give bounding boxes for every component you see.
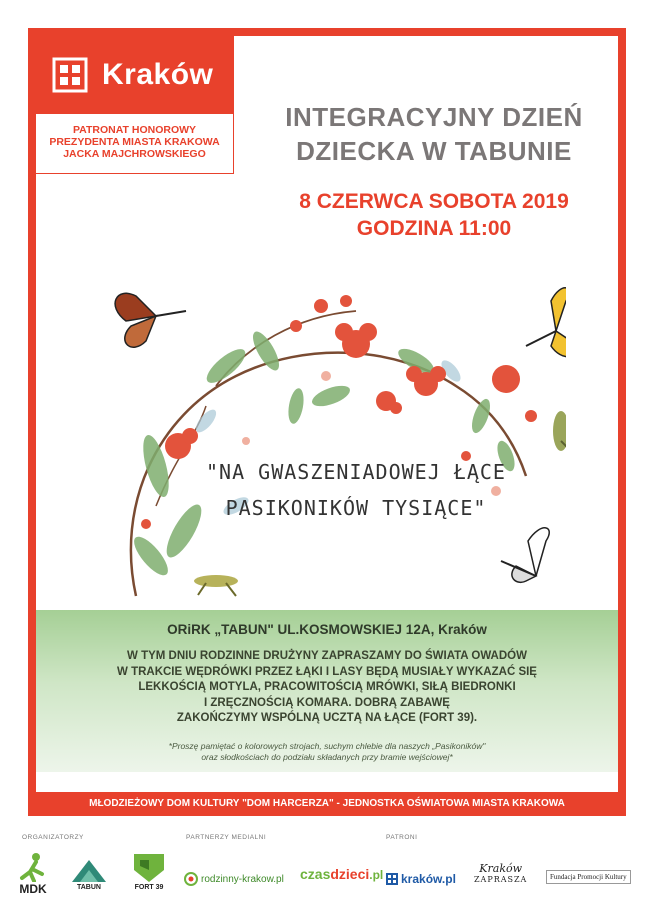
tabun-text: TABUN bbox=[77, 884, 101, 891]
zaprasza-part: Kraków bbox=[479, 862, 523, 875]
title-line: DZIECKA W TABUNIE bbox=[296, 136, 572, 166]
mdk-figure-icon bbox=[18, 852, 48, 882]
tabun-logo[interactable] bbox=[70, 858, 108, 891]
poster-frame bbox=[28, 28, 626, 816]
fort39-logo[interactable] bbox=[132, 852, 166, 891]
desc-line: I ZRĘCZNOŚCIĄ KOMARA. DOBRĄ ZABAWĘ bbox=[204, 696, 450, 709]
desc-line: ZAKOŃCZYMY WSPÓLNĄ UCZTĄ NA ŁĄCE (FORT 39). bbox=[176, 712, 478, 724]
floral-illustration bbox=[96, 256, 566, 616]
patronat-box bbox=[36, 114, 234, 174]
desc-line: W TYM DNIU RODZINNE DRUŻYNY ZAPRASZAMY DO ŚWIATA OWADÓW bbox=[127, 650, 527, 662]
label-patrons: PATRONI bbox=[386, 834, 418, 841]
info-band bbox=[36, 610, 618, 772]
patronat-line: PATRONAT HONOROWY bbox=[72, 124, 197, 136]
motto-line: PASIKONIKÓW TYSIĄCE" bbox=[225, 496, 487, 520]
poster-body bbox=[36, 36, 618, 792]
footer-bar: MŁODZIEŻOWY DOM KULTURY "DOM HARCERZA" - JEDNOSTKA OŚWIATOWA MIASTA KRAKOWA bbox=[89, 798, 565, 809]
czasdzieci-part: czas bbox=[300, 866, 331, 882]
czasdzieci-part: dzieci bbox=[330, 866, 370, 882]
krakow-logo bbox=[36, 36, 234, 114]
label-media-partners: PARTNERZY MEDIALNI bbox=[186, 834, 267, 841]
date-line: 8 CZERWCA SOBOTA 2019 bbox=[299, 190, 569, 213]
title-line: INTEGRACYJNY DZIEŃ bbox=[285, 102, 583, 132]
krakow-zaprasza-logo[interactable] bbox=[474, 862, 527, 884]
venue-address: ORiRK „TABUN" UL.KOSMOWSKIEJ 12A, Kraków bbox=[167, 622, 487, 637]
krakow-pl-logo[interactable] bbox=[386, 872, 456, 886]
czasdzieci-logo[interactable] bbox=[300, 866, 383, 882]
butterfly-icon bbox=[115, 293, 186, 347]
czasdzieci-part: .pl bbox=[369, 868, 384, 882]
fort-shield-icon bbox=[132, 852, 166, 884]
motto bbox=[176, 454, 536, 526]
patronat-line: PREZYDENTA MIASTA KRAKOWA bbox=[49, 136, 220, 148]
event-description bbox=[36, 649, 618, 727]
grasshopper-icon bbox=[194, 575, 238, 596]
note-line: *Proszę pamiętać o kolorowych strojach, suchym chlebie dla naszych „Pasikoników" bbox=[168, 740, 486, 751]
krakow-grid-small-icon bbox=[386, 873, 398, 885]
butterfly-icon bbox=[501, 528, 549, 583]
fundacja-text: Fundacja Promocji Kultury bbox=[550, 873, 627, 881]
note-line: oraz słodkościach do podziału składanych przy bramie wejściowej* bbox=[201, 751, 453, 762]
desc-line: LEKKOŚCIĄ MOTYLA, PRACOWITOŚCIĄ MRÓWKI, SIŁĄ BIEDRONKI bbox=[138, 681, 516, 693]
tabun-mountain-icon bbox=[70, 858, 108, 884]
zaprasza-part: ZAPRASZA bbox=[474, 875, 528, 884]
grasshopper-icon bbox=[553, 411, 566, 453]
label-organizers: ORGANIZATORZY bbox=[22, 834, 84, 841]
butterfly-icon bbox=[526, 288, 566, 357]
fundacja-logo[interactable] bbox=[546, 870, 631, 884]
rodzinny-krakow-logo[interactable] bbox=[184, 872, 284, 886]
motto-line: "NA GWASZENIADOWEJ ŁĄCE bbox=[206, 460, 506, 484]
rodzinny-circle-icon bbox=[184, 872, 198, 886]
event-title bbox=[264, 100, 604, 168]
krakow-grid-icon bbox=[52, 57, 88, 93]
patronat-line: JACKA MAJCHROWSKIEGO bbox=[63, 148, 206, 160]
brand-name: Kraków bbox=[102, 58, 214, 91]
desc-line: W TRAKCIE WĘDRÓWKI PRZEZ ŁĄKI I LASY BĘDĄ MUSIAŁY WYKAZAĆ SIĘ bbox=[117, 665, 537, 678]
time-line: GODZINA 11:00 bbox=[356, 217, 512, 240]
mdk-logo[interactable] bbox=[18, 852, 48, 896]
mdk-text: MDK bbox=[19, 882, 47, 896]
footnote bbox=[36, 741, 618, 763]
rodzinny-text: rodzinny-krakow.pl bbox=[201, 873, 284, 885]
krakow-pl-text: kraków.pl bbox=[401, 872, 456, 886]
fort-text: FORT 39 bbox=[134, 884, 164, 891]
event-date bbox=[264, 188, 604, 242]
